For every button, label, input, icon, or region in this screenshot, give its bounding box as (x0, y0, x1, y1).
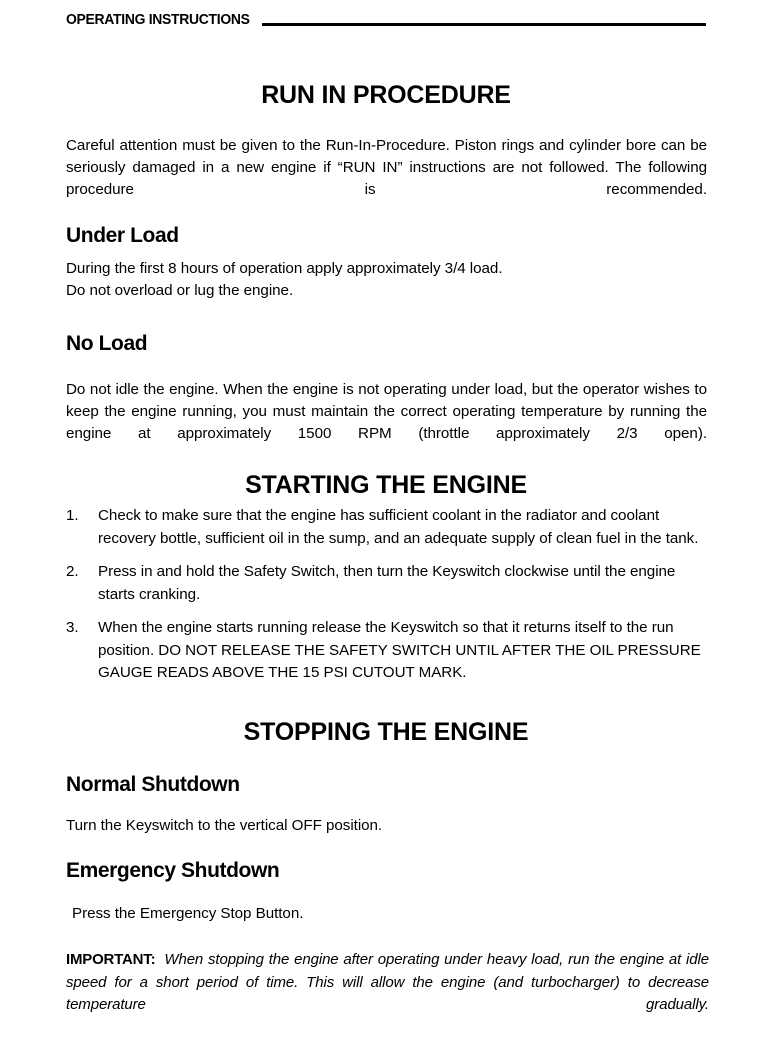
important-note-label: IMPORTANT: (66, 951, 156, 968)
starting-steps-list (66, 505, 707, 685)
step-number: 1. (66, 507, 79, 524)
paragraph-no-load: Do not idle the engine. When the engine is not operating under load, but the operator wishes to keep the engine running, you must maintain the correct operating temperature by running the engine at approximately 1500 RPM (throttle approximately 2/3 open). (66, 381, 707, 443)
under-load-line-1: During the first 8 hours of operation apply approximately 3/4 load. (66, 260, 503, 277)
heading-run-in-procedure: RUN IN PROCEDURE (261, 80, 511, 109)
step-text: Check to make sure that the engine has sufficient coolant in the radiator and coolant recovery bottle, sufficient oil in the sump, and an adequate supply of clean fuel in the tank. (98, 507, 699, 547)
paragraph-normal-shutdown: Turn the Keyswitch to the vertical OFF position. (66, 817, 383, 835)
header-title: OPERATING INSTRUCTIONS (66, 11, 250, 28)
page-header (66, 8, 706, 32)
step-text: Press in and hold the Safety Switch, then turn the Keyswitch clockwise until the engine starts cranking. (98, 563, 676, 603)
list-item (66, 505, 707, 550)
important-note (66, 949, 709, 1039)
heading-under-load: Under Load (66, 224, 179, 248)
paragraph-intro: Careful attention must be given to the Run-In-Procedure. Piston rings and cylinder bore can be seriously damaged in a new engine if “RUN IN” instructions are not followed. The following procedure is recommended. (66, 137, 707, 199)
heading-emergency-shutdown: Emergency Shutdown (66, 859, 280, 883)
header-rule-line (262, 23, 706, 26)
heading-stopping-the-engine: STOPPING THE ENGINE (243, 717, 529, 746)
step-number: 3. (66, 619, 79, 636)
list-item (66, 617, 707, 685)
important-note-text: When stopping the engine after operating under heavy load, run the engine at idle speed for a short period of time. This will allow the engine (and turbocharger) to decrease temperature gradually. (66, 951, 709, 1013)
heading-no-load: No Load (66, 332, 148, 356)
heading-starting-the-engine: STARTING THE ENGINE (245, 470, 527, 499)
step-number: 2. (66, 563, 79, 580)
list-item (66, 561, 707, 606)
under-load-line-2: Do not overload or lug the engine. (66, 282, 294, 299)
step-text: When the engine starts running release the Keyswitch so that it returns itself to the run position. DO NOT RELEASE THE SAFETY SWITCH UNTIL AFTER THE OIL PRESSURE GAUGE READS ABOVE THE 15 PSI CUTOUT MARK. (98, 619, 701, 681)
paragraph-under-load (66, 258, 707, 302)
paragraph-emergency-shutdown: Press the Emergency Stop Button. (72, 905, 304, 923)
heading-normal-shutdown: Normal Shutdown (66, 773, 240, 797)
